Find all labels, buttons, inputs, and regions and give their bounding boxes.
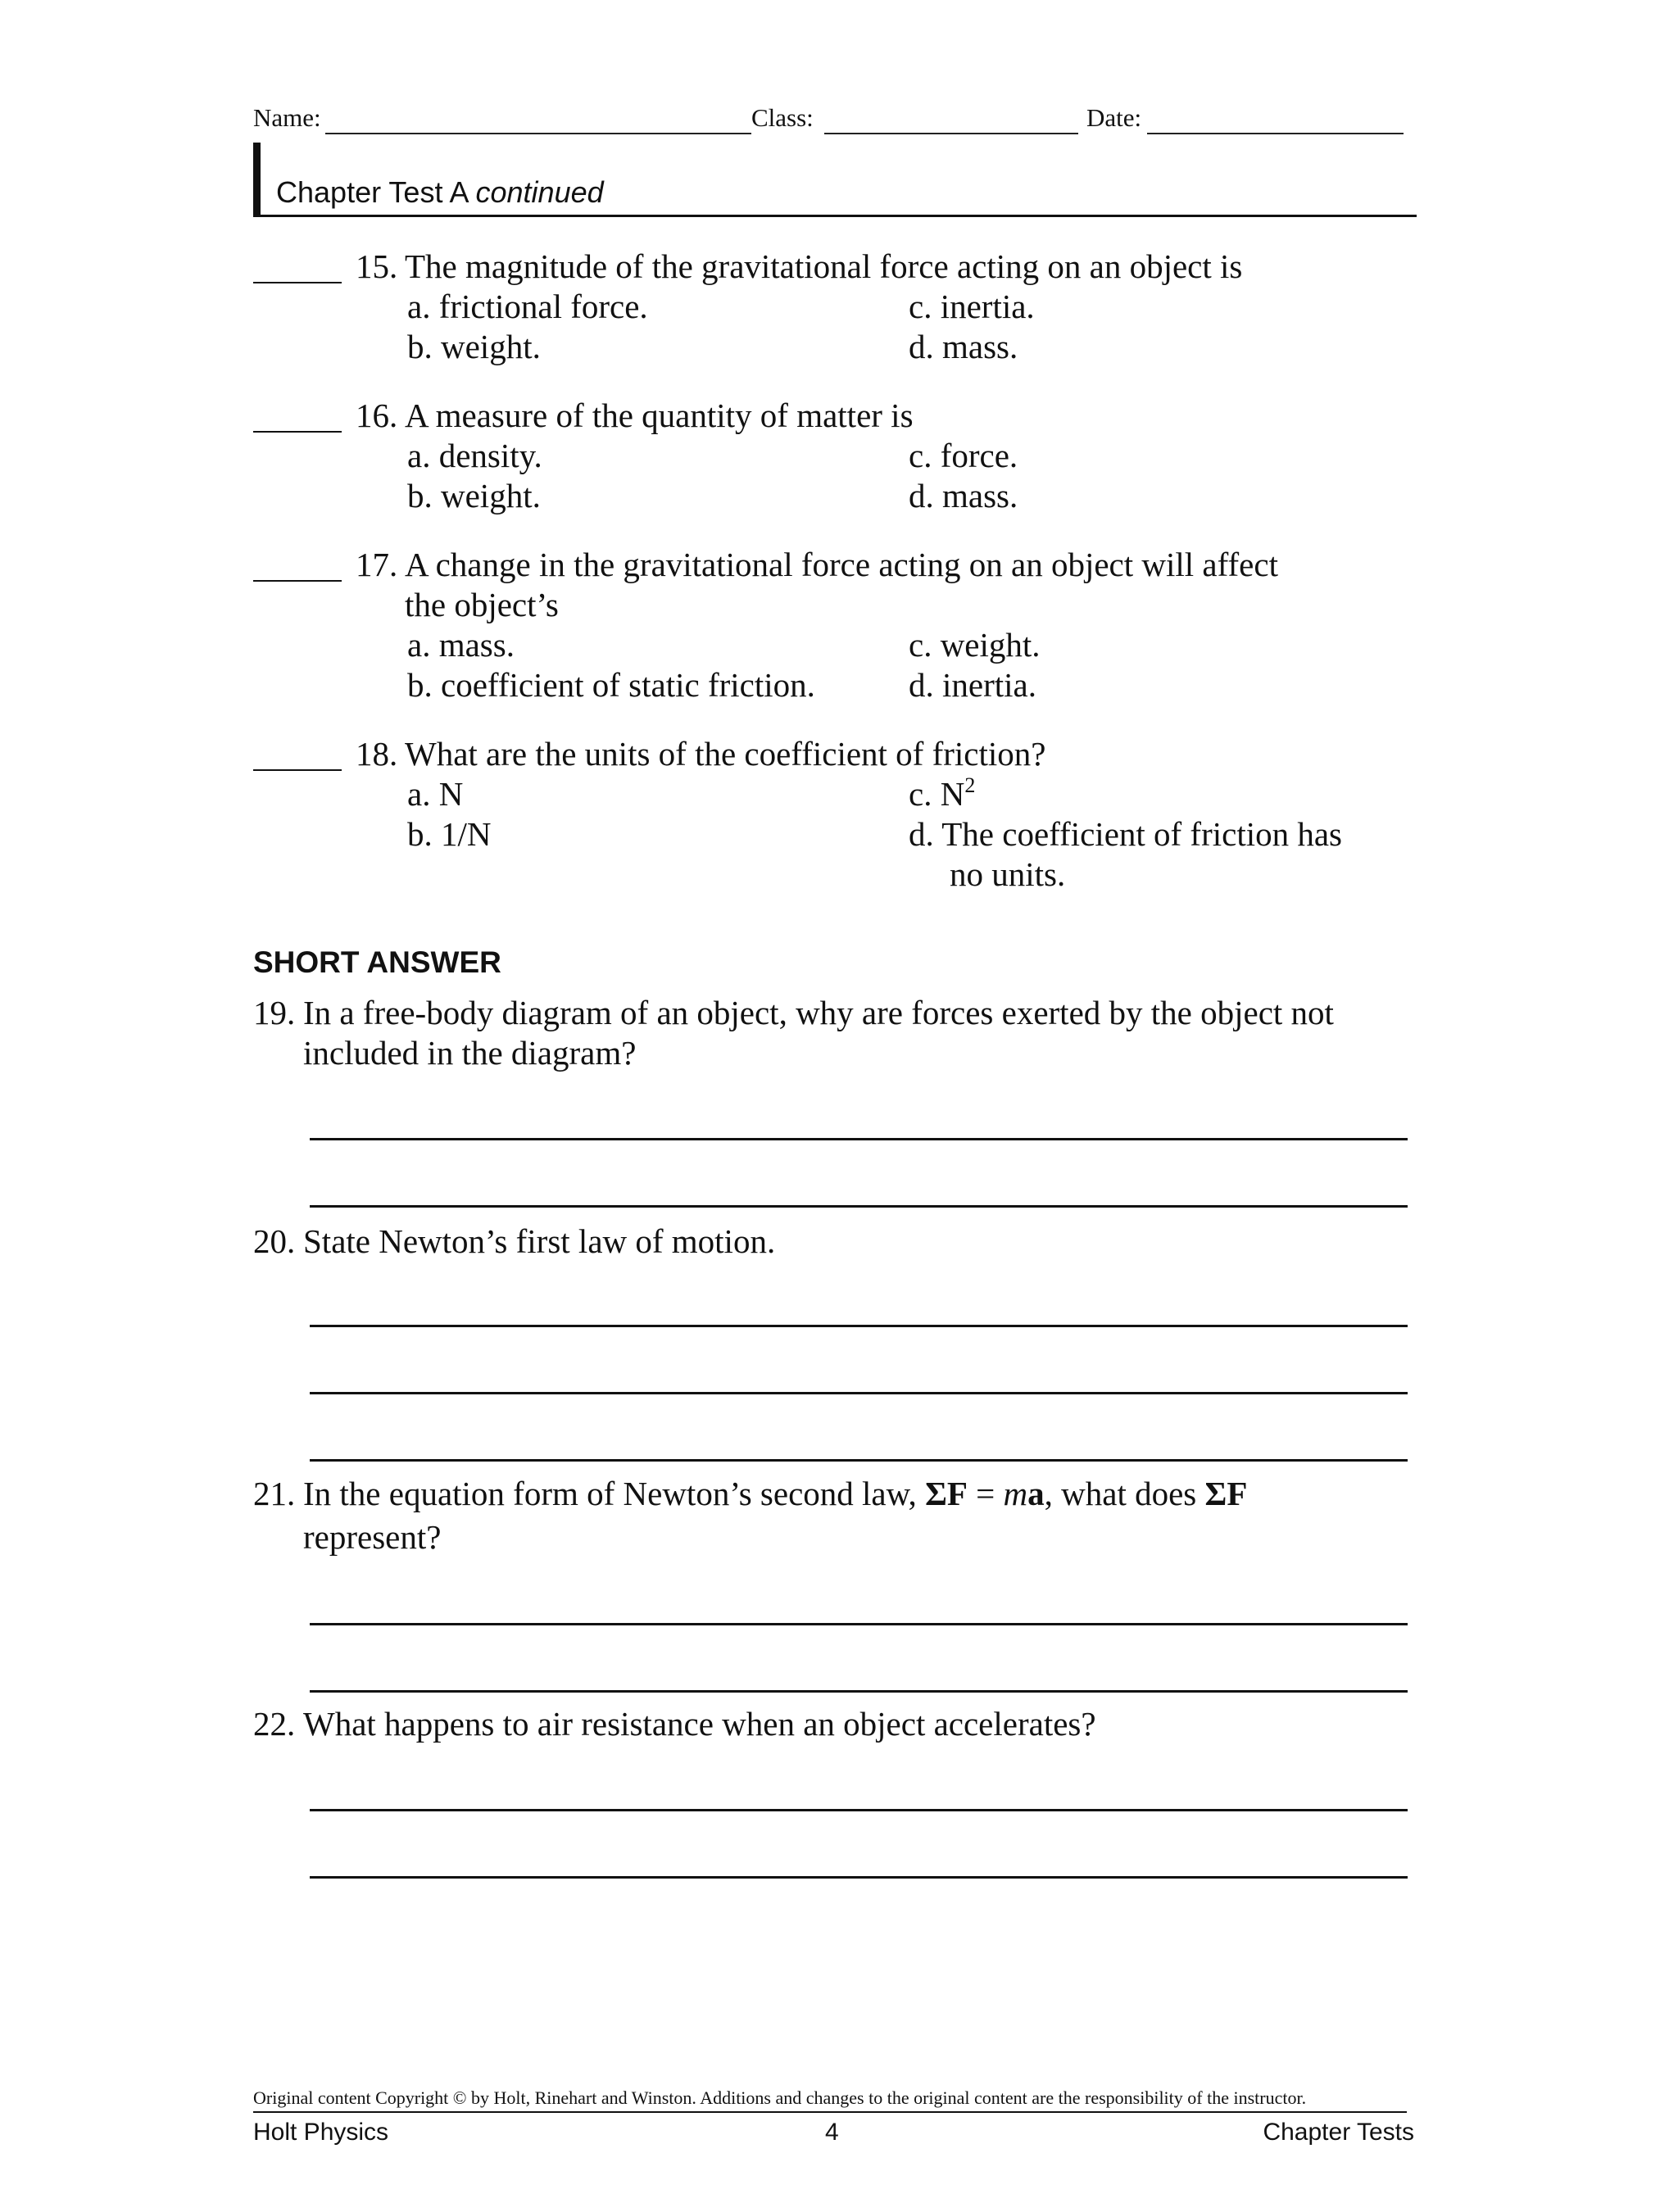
- q18-option-a[interactable]: a. N: [407, 775, 464, 813]
- q21-line1: [303, 1474, 1247, 1514]
- footer-rule: [253, 2111, 1407, 2113]
- chapter-heading: [276, 175, 604, 210]
- q17-number: 17.: [356, 546, 398, 583]
- q22-answer-line-2[interactable]: [310, 1876, 1408, 1879]
- q15-stem: The magnitude of the gravitational force acting on an object is: [405, 247, 1243, 285]
- q18-option-d-line1[interactable]: d. The coefficient of friction has: [909, 815, 1343, 853]
- name-field[interactable]: [325, 133, 751, 134]
- q19-line1: In a free-body diagram of an object, why are forces exerted by the object not: [303, 994, 1334, 1031]
- footer-left: Holt Physics: [253, 2119, 389, 2146]
- q17-stem-line2: the object’s: [405, 586, 559, 623]
- class-field[interactable]: [824, 133, 1078, 134]
- q16-stem: A measure of the quantity of matter is: [405, 397, 914, 434]
- q18-option-c-text: c. N: [909, 775, 965, 813]
- q16-number: 16.: [356, 397, 398, 434]
- answer-blank-17[interactable]: [253, 580, 342, 582]
- q17-option-b[interactable]: b. coefficient of static friction.: [407, 666, 815, 704]
- q16-option-b[interactable]: b. weight.: [407, 477, 541, 514]
- chapter-bar: [253, 143, 261, 216]
- short-answer-title: SHORT ANSWER: [253, 945, 501, 979]
- q21-pre: In the equation form of Newton’s second law,: [303, 1475, 926, 1512]
- q18-option-c-superscript: 2: [964, 773, 976, 797]
- q15-option-b[interactable]: b. weight.: [407, 328, 541, 365]
- q19-number: 19.: [253, 994, 296, 1031]
- page-number: 4: [825, 2119, 839, 2146]
- q19-line2: included in the diagram?: [303, 1034, 637, 1072]
- copyright-notice: Original content Copyright © by Holt, Rinehart and Winston. Additions and changes to the original content are the responsibility of the instructor.: [253, 2087, 1307, 2108]
- q21-number: 21.: [253, 1475, 296, 1512]
- q15-option-d[interactable]: d. mass.: [909, 328, 1018, 365]
- q16-option-c[interactable]: c. force.: [909, 437, 1018, 474]
- q17-stem-line1: A change in the gravitational force acting on an object will affect: [405, 546, 1278, 583]
- q22-answer-line-1[interactable]: [310, 1809, 1408, 1811]
- q19-answer-line-2[interactable]: [310, 1205, 1408, 1208]
- q18-option-b[interactable]: b. 1/N: [407, 815, 492, 853]
- q22-number: 22.: [253, 1705, 296, 1743]
- q20-answer-line-3[interactable]: [310, 1459, 1408, 1462]
- q21-line2: represent?: [303, 1518, 442, 1556]
- q16-option-d[interactable]: d. mass.: [909, 477, 1018, 514]
- q20-line1: State Newton’s first law of motion.: [303, 1222, 776, 1260]
- q16-option-a[interactable]: a. density.: [407, 437, 542, 474]
- q19-answer-line-1[interactable]: [310, 1138, 1408, 1140]
- class-label: Class:: [751, 103, 814, 132]
- q15-number: 15.: [356, 247, 398, 285]
- q21-sigma-f-2: ΣF: [1204, 1475, 1248, 1512]
- q15-option-a[interactable]: a. frictional force.: [407, 288, 648, 325]
- q17-option-c[interactable]: c. weight.: [909, 626, 1041, 664]
- q17-option-a[interactable]: a. mass.: [407, 626, 515, 664]
- q21-sigma-f: ΣF: [925, 1475, 968, 1512]
- date-field[interactable]: [1147, 133, 1404, 134]
- name-label: Name:: [253, 103, 321, 132]
- answer-blank-15[interactable]: [253, 282, 342, 283]
- answer-blank-18[interactable]: [253, 769, 342, 771]
- q18-number: 18.: [356, 735, 398, 773]
- q20-answer-line-2[interactable]: [310, 1392, 1408, 1394]
- q21-equals: =: [967, 1475, 1004, 1512]
- answer-blank-16[interactable]: [253, 431, 342, 433]
- q20-number: 20.: [253, 1222, 296, 1260]
- q21-a: a: [1027, 1475, 1045, 1512]
- chapter-rule: [253, 215, 1417, 217]
- q18-option-d-line2: no units.: [950, 855, 1066, 893]
- q22-line1: What happens to air resistance when an object accelerates?: [303, 1705, 1096, 1743]
- footer-right: Chapter Tests: [1263, 2119, 1414, 2146]
- q21-mid: , what does: [1044, 1475, 1205, 1512]
- q18-stem: What are the units of the coefficient of friction?: [405, 735, 1046, 773]
- q15-option-c[interactable]: c. inertia.: [909, 288, 1035, 325]
- q17-option-d[interactable]: d. inertia.: [909, 666, 1036, 704]
- chapter-suffix: continued: [475, 175, 604, 209]
- q21-answer-line-2[interactable]: [310, 1690, 1408, 1693]
- q21-answer-line-1[interactable]: [310, 1623, 1408, 1625]
- chapter-title: Chapter Test A: [276, 175, 468, 209]
- q20-answer-line-1[interactable]: [310, 1325, 1408, 1327]
- q18-option-c[interactable]: [909, 774, 975, 814]
- q21-m: m: [1003, 1475, 1028, 1512]
- date-label: Date:: [1086, 103, 1142, 132]
